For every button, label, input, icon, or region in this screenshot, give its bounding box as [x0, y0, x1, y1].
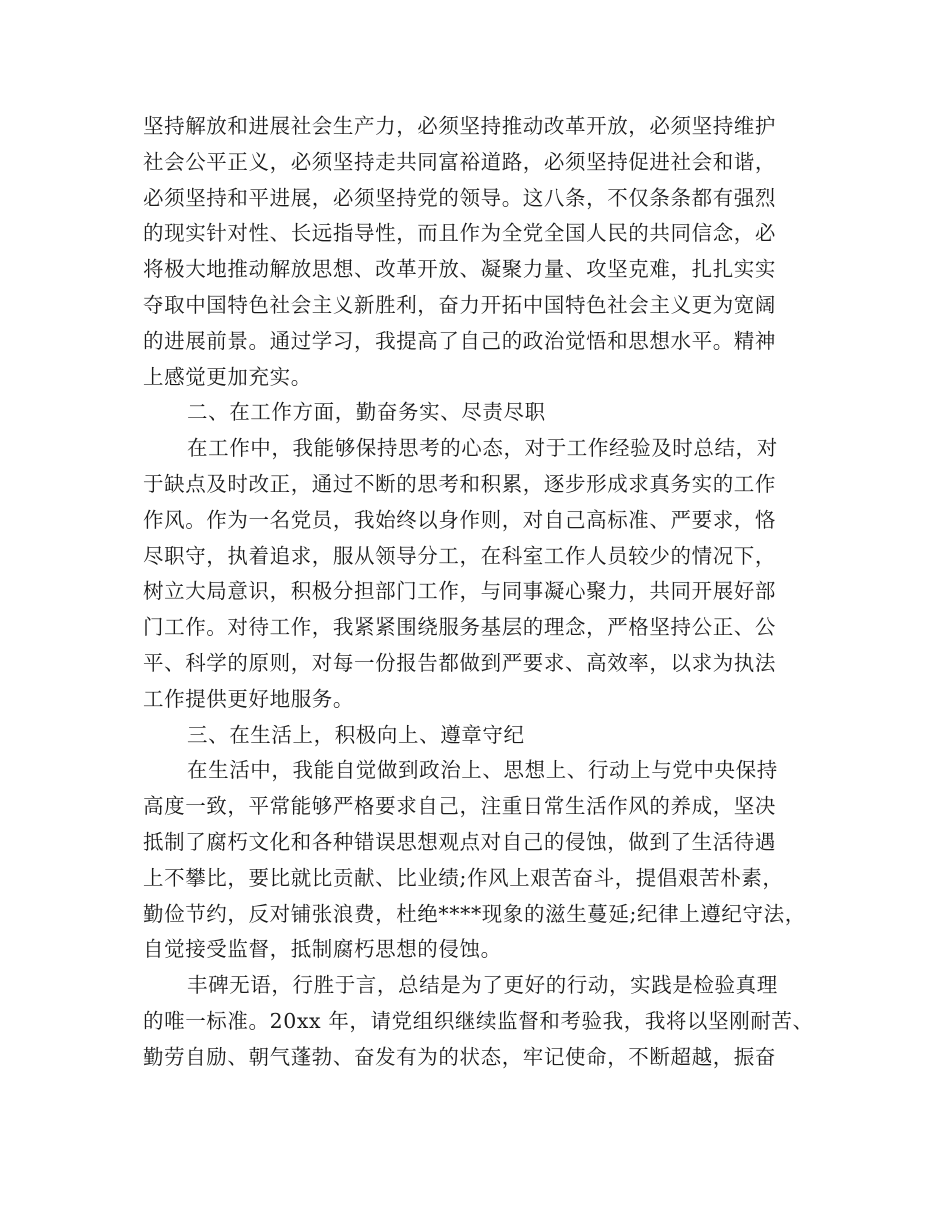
text-line: 坚持解放和进展社会生产力，必须坚持推动改革开放，必须坚持维护	[143, 114, 776, 138]
text-line: 三、在生活上，积极向上、遵章守纪	[187, 722, 525, 747]
text-line: 二、在工作方面，勤奋务实、尽责尽职	[187, 400, 546, 425]
text-line: 的进展前景。通过学习，我提高了自己的政治觉悟和思想水平。精神	[143, 328, 776, 353]
text-line: 在工作中，我能够保持思考的心态，对于工作经验及时总结，对	[187, 436, 778, 461]
text-line: 自觉接受监督，抵制腐朽思想的侵蚀。	[143, 937, 502, 962]
text-line: 尽职守，执着追求，服从领导分工，在科室工作人员较少的情况下，	[143, 543, 776, 568]
text-line: 作风。作为一名党员，我始终以身作则，对自己高标准、严要求，恪	[143, 507, 776, 532]
text-line: 必须坚持和平进展，必须坚持党的领导。这八条，不仅条条都有强烈	[143, 185, 776, 210]
text-line: 夺取中国特色社会主义新胜利，奋力开拓中国特色社会主义更为宽阔	[143, 292, 776, 317]
text-line: 抵制了腐朽文化和各种错误思想观点对自己的侵蚀，做到了生活待遇	[143, 829, 776, 854]
text-line: 高度一致，平常能够严格要求自己，注重日常生活作风的养成，坚决	[143, 794, 776, 819]
text-line: 将极大地推动解放思想、改革开放、凝聚力量、攻坚克难，扎扎实实	[143, 257, 776, 282]
text-line: 门工作。对待工作，我紧紧围绕服务基层的理念，严格坚持公正、公	[143, 615, 776, 640]
text-line: 上不攀比，要比就比贡献、比业绩;作风上艰苦奋斗，提倡艰苦朴素，	[143, 865, 784, 890]
text-line: 工作提供更好地服务。	[143, 686, 354, 711]
text-line: 树立大局意识，积极分担部门工作，与同事凝心聚力，共同开展好部	[143, 579, 776, 604]
text-line: 于缺点及时改正，通过不断的思考和积累，逐步形成求真务实的工作	[143, 471, 776, 496]
text-line: 勤俭节约，反对铺张浪费，杜绝****现象的滋生蔓延;纪律上遵纪守法，	[143, 901, 806, 926]
text-line: 丰碑无语，行胜于言，总结是为了更好的行动，实践是检验真理	[187, 973, 778, 998]
text-line: 平、科学的原则，对每一份报告都做到严要求、高效率，以求为执法	[143, 650, 776, 675]
text-line: 的现实针对性、长远指导性，而且作为全党全国人民的共同信念，必	[143, 221, 776, 246]
text-line: 的唯一标准。20xx 年，请党组织继续监督和考验我，我将以坚刚耐苦、	[143, 1008, 814, 1033]
text-line: 勤劳自励、朝气蓬勃、奋发有为的状态，牢记使命，不断超越，振奋	[143, 1044, 776, 1069]
text-line: 社会公平正义，必须坚持走共同富裕道路，必须坚持促进社会和谐，	[143, 149, 776, 174]
document-body	[143, 109, 823, 1076]
text-line: 在生活中，我能自觉做到政治上、思想上、行动上与党中央保持	[187, 758, 778, 783]
text-line: 上感觉更加充实。	[143, 364, 312, 389]
